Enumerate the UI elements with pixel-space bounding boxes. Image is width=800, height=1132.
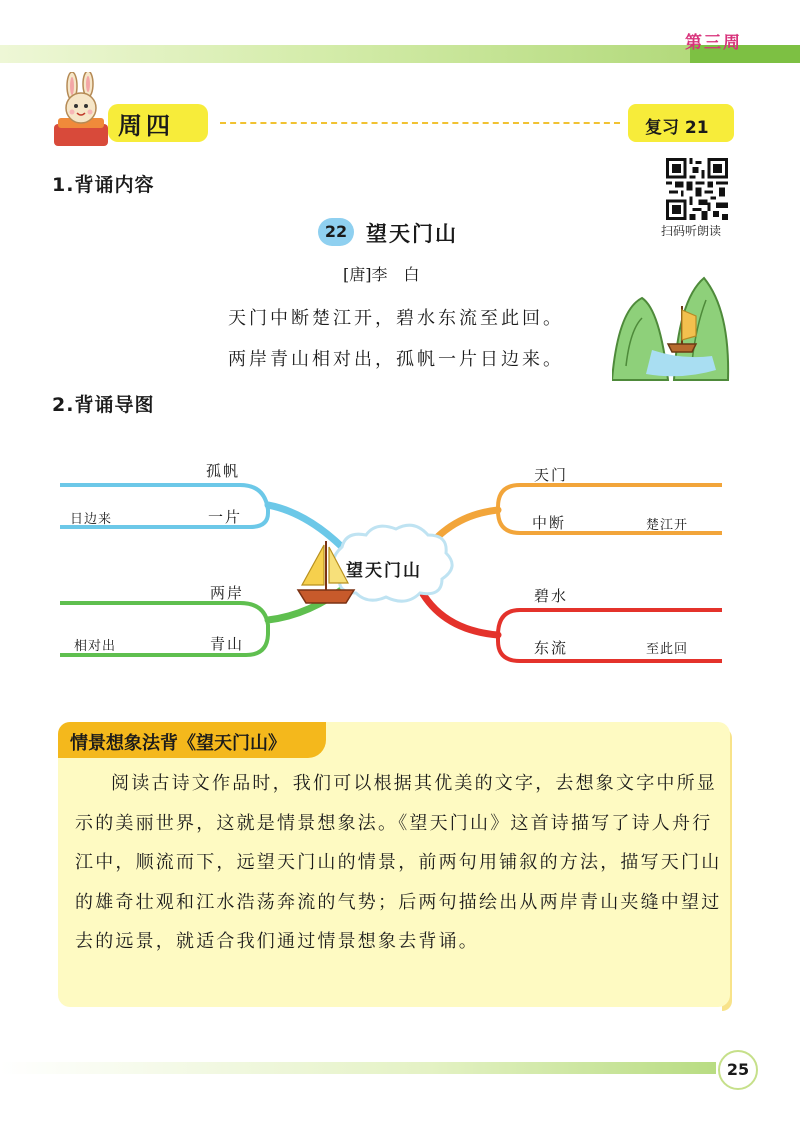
section-title-mindmap: 2.背诵导图: [52, 394, 155, 416]
qr-code-icon[interactable]: [666, 158, 728, 220]
mindmap-node-bottom-left-sub: 青山: [210, 635, 245, 653]
mindmap-center: 望天门山: [346, 561, 422, 581]
dashed-divider: [220, 122, 620, 124]
mindmap-node-bottom-right-sub: 东流: [534, 639, 569, 657]
footer-strip: [0, 1062, 716, 1074]
mindmap-node-top-right-main: 天门: [534, 466, 569, 484]
poem-number-badge: 22: [318, 218, 354, 246]
poem-line-2: 两岸青山相对出，孤帆一片日边来。: [228, 349, 564, 370]
review-label: 复习 21: [645, 118, 709, 138]
mindmap-node-bottom-right-leaf: 至此回: [646, 642, 689, 657]
header-strip: [0, 45, 800, 63]
method-title: 情景想象法背《望天门山》: [70, 733, 286, 754]
mountain-boat-illustration: [612, 270, 732, 386]
mindmap-node-top-right-leaf: 楚江开: [646, 518, 689, 533]
week-label: 第三周: [685, 33, 742, 53]
poem-title: 望天门山: [366, 222, 458, 246]
mindmap-node-top-left-main: 孤帆: [206, 462, 241, 480]
mindmap-node-bottom-left-main: 两岸: [210, 584, 245, 602]
poem-author: [唐]李 白: [343, 265, 420, 284]
day-label: 周四: [118, 112, 174, 140]
rabbit-mascot-icon: [52, 72, 116, 150]
qr-caption: 扫码听朗读: [661, 224, 722, 238]
section-title-recite: 1.背诵内容: [52, 174, 155, 196]
method-body: 阅读古诗文作品时，我们可以根据其优美的文字，去想象文字中所显示的美丽世界，这就是情景想象法。《望天门山》这首诗描写了诗人舟行江中，顺流而下，远望天门山的情景，前两句用铺叙的方法，描写天门山的雄奇壮观和江水浩荡奔流的气势；后两句描绘出从两岸青山夹缝中望过去的远景，就适合我们通过情景想象去背诵。: [75, 773, 722, 952]
page-number: 25: [718, 1050, 758, 1090]
mindmap-node-top-left-leaf: 日边来: [70, 512, 113, 527]
mindmap-node-bottom-right-main: 碧水: [534, 587, 569, 605]
poem-line-1: 天门中断楚江开，碧水东流至此回。: [228, 308, 564, 329]
mindmap-node-bottom-left-leaf: 相对出: [74, 639, 117, 654]
mindmap-node-top-left-sub: 一片: [208, 508, 243, 526]
mindmap-node-top-right-sub: 中断: [532, 514, 567, 532]
